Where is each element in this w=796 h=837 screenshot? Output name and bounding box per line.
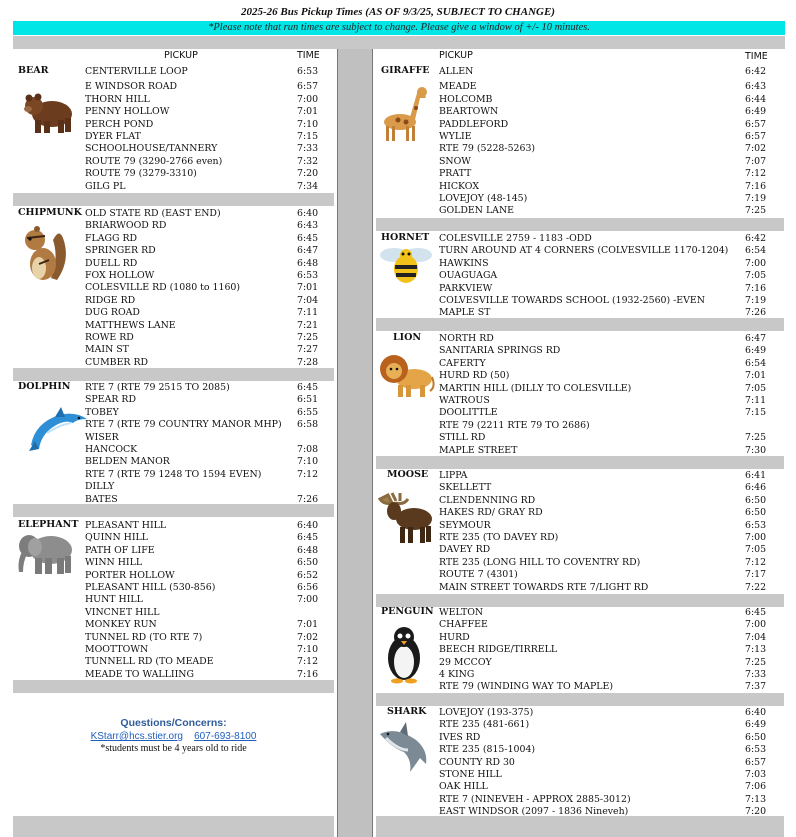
stop-time: 6:40 <box>297 208 319 219</box>
route-name: ELEPHANT <box>18 519 79 530</box>
stop-name: PENNY HOLLOW <box>85 106 170 118</box>
stop-name: PADDLEFORD <box>439 118 509 130</box>
age-note: *students must be 4 years old to ride <box>100 743 247 754</box>
stop-name: ALLEN <box>439 66 474 77</box>
route-name: HORNET <box>381 232 430 243</box>
stop-name: CUMBER RD <box>85 356 149 368</box>
stop-time: 6:43 <box>745 81 767 93</box>
stop-time: 7:05 <box>745 270 767 282</box>
stop-time: 7:16 <box>745 180 767 192</box>
stop-name: WATROUS <box>439 395 490 406</box>
stop-time: 7:05 <box>745 382 767 394</box>
stop-name: COLESVILLE RD (1080 to 1160) <box>85 282 241 294</box>
stop-time: 6:53 <box>297 66 319 77</box>
stop-name: BELDEN MANOR <box>85 456 170 468</box>
page-title: 2025-26 Bus Pickup Times (AS OF 9/3/25, SUBJECT TO CHANGE) <box>241 6 555 18</box>
stop-time: 7:03 <box>745 769 767 780</box>
stop-name: PATH OF LIFE <box>85 544 155 556</box>
stop-time: 7:13 <box>745 793 767 805</box>
stop-name: ROUTE 79 (3279-3310) <box>85 168 197 180</box>
stop-time: 6:53 <box>745 519 767 531</box>
bear-icon <box>22 86 74 136</box>
stop-name: MEADE TO WALLIING <box>85 668 194 680</box>
stop-name: BEARTOWN <box>439 106 499 118</box>
stop-name: 29 MCCOY <box>439 656 492 668</box>
lion-icon <box>378 347 436 399</box>
stop-time: 7:26 <box>745 307 767 319</box>
stop-time: 7:21 <box>297 319 319 331</box>
stop-time: 6:54 <box>745 357 767 369</box>
stop-time: 6:57 <box>745 756 767 768</box>
stop-time: 6:50 <box>297 557 319 569</box>
stop-time: 7:19 <box>745 295 767 306</box>
notice-banner: *Please note that run times are subject to change. Please give a window of +/- 10 minutes. <box>13 21 785 35</box>
stop-name: QUINN HILL <box>85 532 149 544</box>
stop-time: 7:34 <box>297 180 319 192</box>
stop-time: 7:07 <box>745 155 767 167</box>
route-separator <box>13 368 334 381</box>
route-separator <box>13 504 334 517</box>
stop-name: WELTON <box>439 607 484 618</box>
stop-name: DOOLITTLE <box>439 407 498 419</box>
stop-time: 6:45 <box>745 607 767 618</box>
stop-time: 6:50 <box>745 494 767 506</box>
left-pickup-header: PICKUP <box>164 50 198 61</box>
stop-time: 6:45 <box>297 532 319 544</box>
stop-time: 6:47 <box>745 333 767 344</box>
stop-name: RTE 7 (NINEVEH - APPROX 2885-3012) <box>439 793 631 805</box>
stop-time: 7:30 <box>745 444 767 456</box>
stop-name: COUNTY RD 30 <box>439 756 515 768</box>
stop-time: 6:57 <box>745 118 767 130</box>
stop-time: 7:10 <box>297 118 319 130</box>
stop-name: HOLCOMB <box>439 93 493 105</box>
stop-time: 7:11 <box>297 307 319 319</box>
route-separator <box>13 680 334 693</box>
route-separator <box>13 816 334 837</box>
stop-time: 7:22 <box>745 581 767 593</box>
stop-name: WYLIE <box>439 131 472 142</box>
stop-name: PLEASANT HILL (530-856) <box>85 582 216 593</box>
stop-name: SPRINGER RD <box>85 245 156 257</box>
stop-name: RTE 7 (RTE 79 2515 TO 2085) <box>85 382 230 393</box>
stop-name: BATES <box>85 493 118 505</box>
stop-time: 7:12 <box>297 468 319 480</box>
email-link[interactable]: KStarr@hcs.stier.org <box>90 731 183 742</box>
route-name: CHIPMUNK <box>18 207 82 218</box>
stop-time: 7:25 <box>745 432 767 444</box>
stop-name: HURD RD (50) <box>439 370 510 382</box>
stop-time: 7:02 <box>297 631 319 643</box>
stop-name: DILLY <box>85 481 115 493</box>
stop-time: 7:32 <box>297 155 319 167</box>
stop-name: IVES RD <box>439 731 481 743</box>
stop-time: 6:45 <box>297 232 319 244</box>
stop-time: 7:01 <box>297 106 319 118</box>
stop-name: MONKEY RUN <box>85 619 157 631</box>
stop-name: MAIN ST <box>85 344 129 356</box>
stop-name: GILG PL <box>85 180 126 192</box>
chipmunk-icon <box>17 220 71 286</box>
stop-name: HAWKINS <box>439 257 489 269</box>
stop-name: DUG ROAD <box>85 307 140 319</box>
stop-name: CLENDENNING RD <box>439 494 536 506</box>
stop-time: 6:48 <box>297 544 319 556</box>
stop-time: 6:54 <box>745 245 767 257</box>
stop-name: PLEASANT HILL <box>85 520 167 531</box>
dolphin-icon <box>25 405 90 451</box>
stop-time: 7:16 <box>745 282 767 294</box>
stop-time: 7:10 <box>297 456 319 468</box>
divider-line-left <box>337 49 338 837</box>
stop-name: OUAGUAGA <box>439 270 498 282</box>
stop-name: SKELLETT <box>439 482 492 494</box>
stop-name: BEECH RIDGE/TIRRELL <box>439 644 558 656</box>
stop-time: 6:57 <box>297 81 319 93</box>
stop-time: 7:04 <box>745 631 767 643</box>
stop-time: 7:05 <box>745 544 767 556</box>
route-name: LION <box>393 332 422 343</box>
stop-name: STONE HILL <box>439 769 502 780</box>
stop-name: MAIN STREET TOWARDS RTE 7/LIGHT RD <box>439 581 649 593</box>
column-divider <box>337 49 373 837</box>
stop-time: 7:33 <box>745 669 767 680</box>
penguin-icon <box>380 624 428 684</box>
left-time-header: TIME <box>297 50 320 61</box>
stop-time: 7:20 <box>745 806 767 818</box>
stop-name: SPEAR RD <box>85 394 136 406</box>
stop-name: HURD <box>439 631 470 643</box>
stop-name: SCHOOLHOUSE/TANNERY <box>85 143 218 155</box>
stop-name: COLVESVILLE TOWARDS SCHOOL (1932-2560) -EVEN <box>439 295 705 306</box>
stop-name: RTE 235 (815-1004) <box>439 744 536 756</box>
stop-name: VINCNET HILL <box>85 606 160 618</box>
stop-name: GOLDEN LANE <box>439 205 514 217</box>
stop-name: MAPLE STREET <box>439 444 518 456</box>
stop-name: LOVEJOY (193-375) <box>439 707 534 718</box>
stop-time: 6:51 <box>297 394 319 406</box>
hornet-icon <box>378 243 434 287</box>
stop-time: 6:53 <box>745 744 767 756</box>
stop-time: 7:20 <box>297 168 319 180</box>
stop-time: 6:58 <box>297 419 319 431</box>
stop-time: 6:52 <box>297 569 319 581</box>
stop-time: 7:12 <box>745 556 767 568</box>
stop-time: 6:41 <box>745 470 767 481</box>
stop-name: RTE 235 (TO DAVEY RD) <box>439 532 559 543</box>
stop-name: MARTIN HILL (DILLY TO COLESVILLE) <box>439 382 632 394</box>
stop-time: 6:50 <box>745 731 767 743</box>
contact-line <box>13 731 334 742</box>
stop-name: LOVEJOY (48-145) <box>439 193 528 204</box>
route-separator <box>376 456 784 469</box>
stop-name: TURN AROUND AT 4 CORNERS (COLVESVILLE 1170-1204) <box>439 245 729 257</box>
stop-name: HICKOX <box>439 180 479 192</box>
stop-time: 7:26 <box>297 493 319 505</box>
stop-name: RTE 79 (5228-5263) <box>439 143 536 155</box>
moose-icon <box>378 491 436 545</box>
stop-name: LIPPA <box>439 470 468 481</box>
stop-name: WINN HILL <box>85 557 143 569</box>
stop-name: ROUTE 79 (3290-2766 even) <box>85 155 223 167</box>
stop-time: 7:28 <box>297 356 319 368</box>
stop-name: THORN HILL <box>85 93 150 105</box>
header-bar <box>13 36 785 49</box>
route-name: DOLPHIN <box>18 381 71 392</box>
stop-time: 7:17 <box>745 569 767 581</box>
stop-time: 7:25 <box>297 332 319 343</box>
stop-name: TUNNEL RD (TO RTE 7) <box>85 631 203 643</box>
stop-time: 6:44 <box>745 93 767 105</box>
stop-time: 7:01 <box>297 619 319 631</box>
stop-time: 7:00 <box>297 93 319 105</box>
stop-name: DYER FLAT <box>85 131 141 142</box>
stop-time: 7:12 <box>745 168 767 180</box>
shark-icon <box>376 720 432 774</box>
stop-time: 7:00 <box>745 532 767 543</box>
giraffe-icon <box>380 84 430 142</box>
stop-name: CAFERTY <box>439 357 486 369</box>
stop-name: RTE 7 (RTE 79 1248 TO 1594 EVEN) <box>85 468 262 480</box>
stop-name: CHAFFEE <box>439 619 488 631</box>
route-name: BEAR <box>18 65 49 76</box>
stop-name: MAPLE ST <box>439 307 491 319</box>
stop-name: RIDGE RD <box>85 294 136 306</box>
route-separator <box>376 318 784 331</box>
stop-name: MOOTTOWN <box>85 644 149 655</box>
stop-name: RTE 79 (WINDING WAY TO MAPLE) <box>439 681 614 693</box>
stop-time: 6:50 <box>745 507 767 519</box>
stop-time: 6:53 <box>297 270 319 281</box>
stop-time: 7:04 <box>297 294 319 306</box>
stop-time: 6:40 <box>297 520 319 531</box>
stop-name: TUNNELL RD (TO MEADE <box>85 656 214 668</box>
stop-name: SEYMOUR <box>439 519 491 531</box>
stop-name: MEADE <box>439 81 477 93</box>
stop-time: 7:13 <box>745 644 767 656</box>
stop-name: FOX HOLLOW <box>85 270 155 281</box>
stop-time: 7:11 <box>745 395 767 406</box>
stop-time: 7:01 <box>745 370 767 382</box>
stop-name: SANITARIA SPRINGS RD <box>439 345 561 357</box>
stop-name: MATTHEWS LANE <box>85 319 176 331</box>
route-separator <box>376 594 784 607</box>
stop-name: HAKES RD/ GRAY RD <box>439 507 543 519</box>
stop-time: 7:06 <box>745 781 767 793</box>
stop-time: 6:45 <box>297 382 319 393</box>
route-separator <box>13 193 334 206</box>
stop-time: 6:47 <box>297 245 319 257</box>
route-separator <box>376 816 784 837</box>
route-name: PENGUIN <box>381 606 434 617</box>
stop-name: EAST WINDSOR (2097 - 1836 Nineveh) <box>439 806 629 818</box>
stop-time: 6:40 <box>745 707 767 718</box>
right-pickup-header: PICKUP <box>439 50 473 61</box>
route-name: GIRAFFE <box>381 65 430 76</box>
stop-name: PERCH POND <box>85 118 154 130</box>
stop-name: TOBEY <box>85 406 119 418</box>
stop-time: 7:15 <box>745 407 767 419</box>
stop-name: RTE 235 (481-661) <box>439 719 530 731</box>
stop-name: SNOW <box>439 155 471 167</box>
stop-time: 7:01 <box>297 282 319 294</box>
stop-time: 7:25 <box>745 205 767 217</box>
questions-heading: Questions/Concerns: <box>120 717 227 729</box>
stop-name: DUELL RD <box>85 257 138 269</box>
elephant-icon <box>15 530 77 575</box>
stop-name: HANCOCK <box>85 444 138 455</box>
stop-time: 6:55 <box>297 406 319 418</box>
stop-time: 6:56 <box>297 582 319 593</box>
route-separator <box>376 218 784 231</box>
route-separator <box>376 693 784 706</box>
stop-time: 7:25 <box>745 656 767 668</box>
stop-name: NORTH RD <box>439 333 494 344</box>
stop-time: 6:49 <box>745 345 767 357</box>
stop-time: 7:37 <box>745 681 767 693</box>
route-name: MOOSE <box>387 469 429 480</box>
right-time-header: TIME <box>745 51 768 62</box>
stop-time: 7:00 <box>745 257 767 269</box>
stop-time: 6:42 <box>745 233 767 244</box>
stop-time: 6:57 <box>745 131 767 142</box>
stop-name: HUNT HILL <box>85 594 143 606</box>
stop-name: PARKVIEW <box>439 282 493 294</box>
stop-time: 7:00 <box>297 594 319 606</box>
route-name: SHARK <box>387 706 427 717</box>
stop-name: COLESVILLE 2759 - 1183 -ODD <box>439 233 592 244</box>
stop-time: 7:15 <box>297 131 319 142</box>
stop-name: E WINDSOR ROAD <box>85 81 178 93</box>
divider-line-right <box>372 49 373 837</box>
stop-name: OLD STATE RD (EAST END) <box>85 208 221 219</box>
stop-time: 7:33 <box>297 143 319 155</box>
stop-time: 7:16 <box>297 668 319 680</box>
stop-name: ROUTE 7 (4301) <box>439 569 518 581</box>
stop-name: RTE 235 (LONG HILL TO COVENTRY RD) <box>439 556 641 568</box>
phone-link[interactable]: 607-693-8100 <box>194 731 257 742</box>
stop-name: FLAGG RD <box>85 232 138 244</box>
stop-name: DAVEY RD <box>439 544 491 556</box>
stop-time: 7:19 <box>745 193 767 204</box>
stop-time: 7:12 <box>297 656 319 668</box>
stop-name: WISER <box>85 431 119 443</box>
stop-time: 6:49 <box>745 719 767 731</box>
stop-time: 6:48 <box>297 257 319 269</box>
stop-time: 6:49 <box>745 106 767 118</box>
stop-time: 7:08 <box>297 444 319 455</box>
stop-name: PRATT <box>439 168 472 180</box>
stop-name: 4 KING <box>439 669 475 680</box>
stop-name: RTE 79 (2211 RTE 79 TO 2686) <box>439 419 590 431</box>
stop-time: 7:02 <box>745 143 767 155</box>
stop-name: OAK HILL <box>439 781 488 793</box>
stop-name: BRIARWOOD RD <box>85 220 167 232</box>
stop-time: 7:00 <box>745 619 767 631</box>
stop-name: RTE 7 (RTE 79 COUNTRY MANOR MHP) <box>85 419 282 431</box>
stop-name: ROWE RD <box>85 332 134 343</box>
stop-time: 6:42 <box>745 66 767 77</box>
stop-time: 7:27 <box>297 344 319 356</box>
stop-name: PORTER HOLLOW <box>85 569 175 581</box>
stop-name: STILL RD <box>439 432 486 444</box>
stop-time: 7:10 <box>297 644 319 655</box>
stop-time: 6:43 <box>297 220 319 232</box>
stop-name: CENTERVILLE LOOP <box>85 66 188 77</box>
stop-time: 6:46 <box>745 482 767 494</box>
